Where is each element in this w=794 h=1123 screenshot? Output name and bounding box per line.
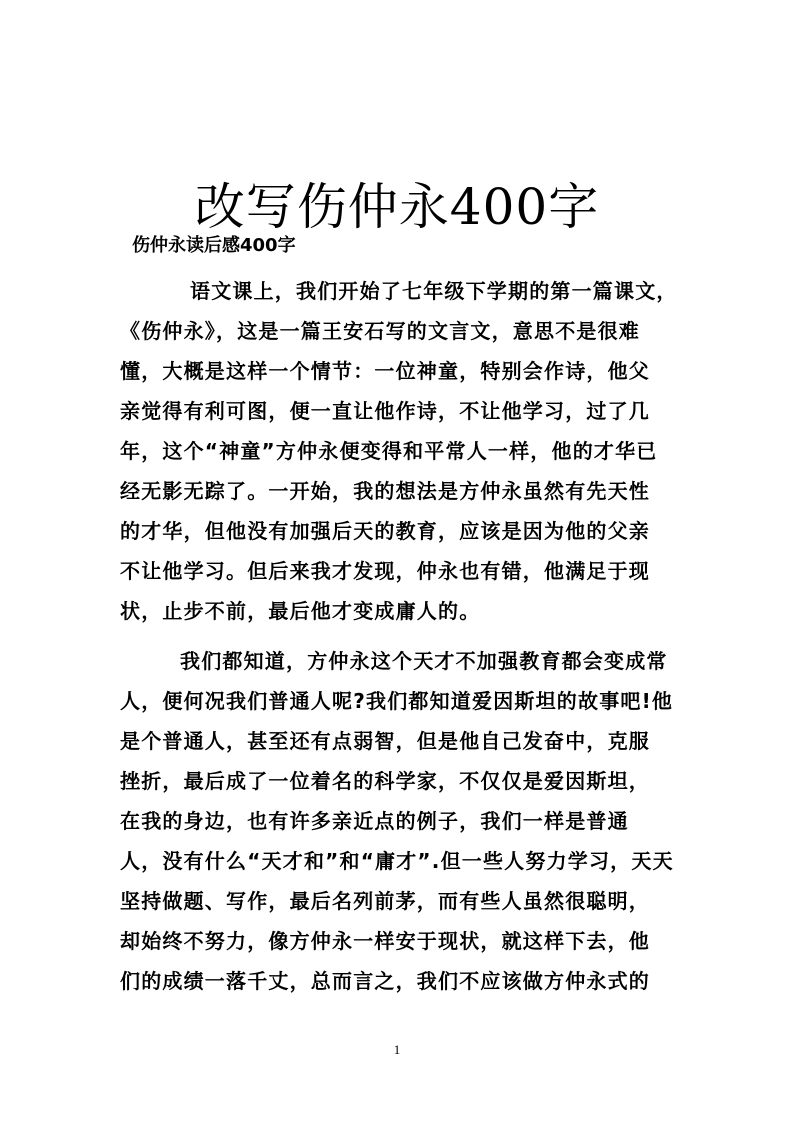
document-subtitle: 伤仲永读后感400字: [132, 235, 296, 256]
text-line: 年，这个“神童”方仲永便变得和平常人一样，他的才华已: [120, 439, 658, 463]
page-number: 1: [393, 1042, 401, 1057]
text-line: 人，没有什么“天才和”和“庸才”.但一些人努力学习，天天: [120, 849, 674, 873]
text-line: 人，便何况我们普通人呢?我们都知道爱因斯坦的故事吧!他: [120, 689, 674, 713]
text-line: 经无影无踪了。一开始，我的想法是方仲永虽然有先天性: [120, 479, 650, 503]
text-line: 们的成绩一落千丈，总而言之，我们不应该做方仲永式的: [120, 969, 650, 993]
text-line: 的才华，但他没有加强后天的教育，应该是因为他的父亲: [120, 519, 650, 543]
text-line: 在我的身边，也有许多亲近点的例子，我们一样是普通: [120, 809, 629, 833]
text-line: 却始终不努力，像方仲永一样安于现状，就这样下去，他: [120, 929, 650, 953]
document-title: 改写伤仲永400字: [194, 177, 600, 236]
text-line: 不让他学习。但后来我才发现，仲永也有错，他满足于现: [120, 559, 650, 583]
text-line: 我们都知道，方仲永这个天才不加强教育都会变成常: [180, 649, 668, 673]
text-line: 亲觉得有利可图，便一直让他作诗，不让他学习，过了几: [120, 399, 650, 423]
text-line: 语文课上，我们开始了七年级下学期的第一篇课文，: [190, 279, 678, 303]
text-line: 《伤仲永》，这是一篇王安石写的文言文，意思不是很难: [120, 319, 640, 343]
text-line: 坚持做题、写作，最后名列前茅，而有些人虽然很聪明，: [120, 889, 650, 913]
text-line: 状，止步不前，最后他才变成庸人的。: [120, 599, 481, 623]
text-line: 挫折，最后成了一位着名的科学家，不仅仅是爱因斯坦，: [120, 769, 650, 793]
text-line: 懂，大概是这样一个情节：一位神童，特别会作诗，他父: [120, 359, 650, 383]
text-line: 是个普通人，甚至还有点弱智，但是他自己发奋中，克服: [120, 729, 650, 753]
